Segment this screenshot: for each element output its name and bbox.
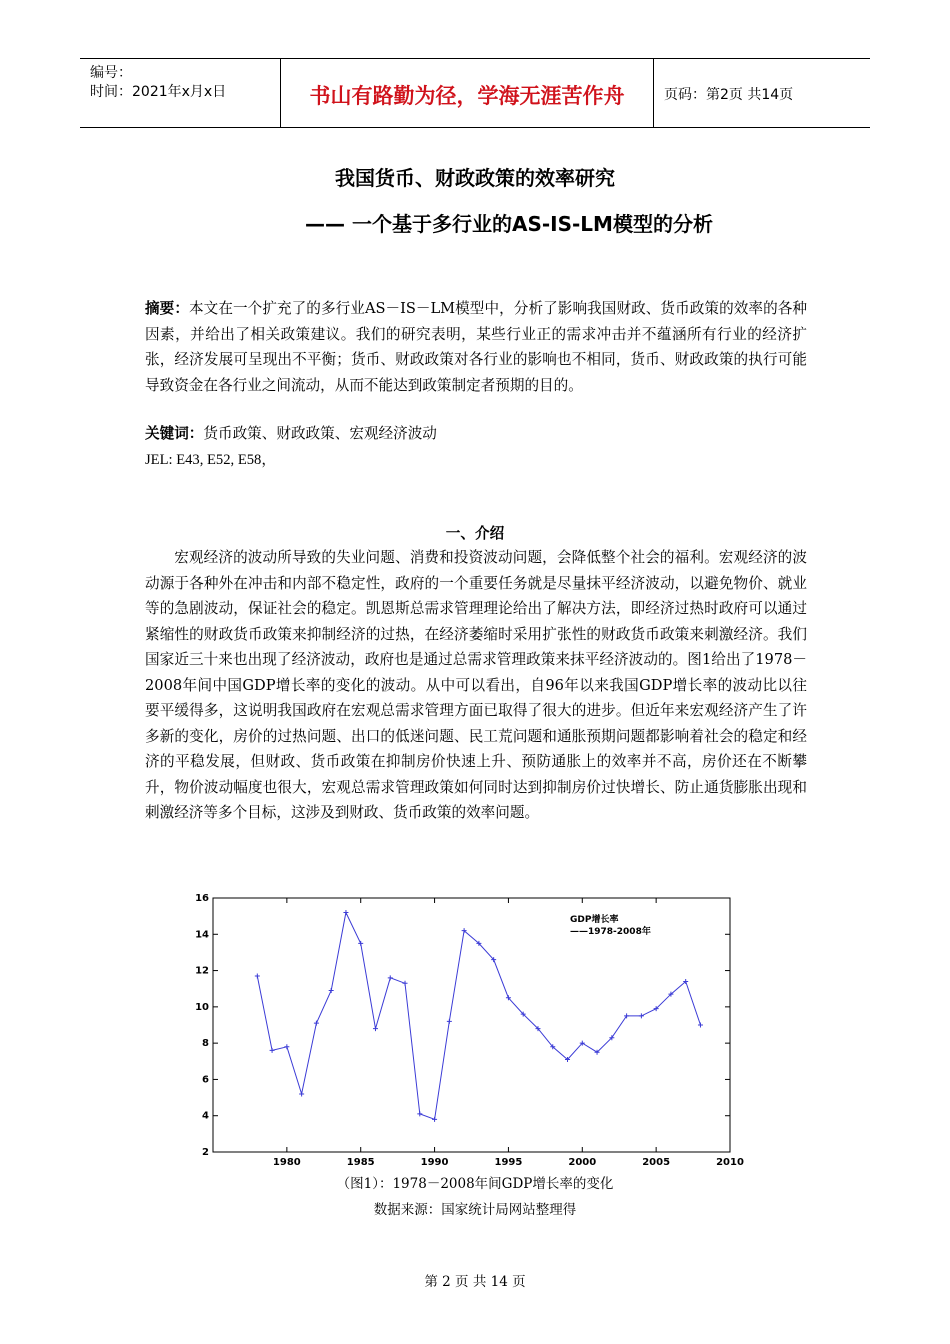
- data-point: [639, 1013, 644, 1018]
- page-subtitle: —— 一个基于多行业的AS-IS-LM模型的分析: [305, 212, 713, 236]
- data-point: [343, 910, 348, 915]
- data-point: [255, 974, 260, 979]
- header-left-cell: [80, 59, 280, 127]
- time-label: 时间：2021年x月x日: [90, 84, 227, 100]
- x-tick-label: 1980: [272, 1157, 301, 1168]
- y-tick-label: 4: [202, 1110, 209, 1122]
- motto: 书山有路勤为径，学海无涯苦作舟: [309, 84, 625, 108]
- page-label: 页码：第2页 共14页: [664, 87, 794, 103]
- abstract-label: 摘要：: [145, 300, 189, 317]
- header-center-cell: [280, 59, 654, 127]
- keywords-label: 关键词：: [145, 425, 204, 442]
- number-label: 编号：: [90, 65, 132, 81]
- y-tick-label: 10: [195, 1001, 209, 1013]
- data-point: [358, 941, 363, 946]
- x-tick-label: 1985: [346, 1157, 375, 1168]
- data-point: [403, 981, 408, 986]
- figure-caption: （图1）：1978－2008年间GDP增长率的变化: [336, 1176, 614, 1192]
- data-point: [373, 1026, 378, 1031]
- data-point: [432, 1117, 437, 1122]
- legend-text: GDP增长率: [570, 915, 619, 925]
- y-tick-label: 14: [195, 929, 209, 941]
- figure-source: 数据来源：国家统计局网站整理得: [373, 1202, 577, 1218]
- x-tick-label: 2005: [642, 1157, 671, 1168]
- abstract-text: 本文在一个扩充了的多行业AS－IS－LM模型中，分析了影响我国财政、货币政策的效率的各种因素，并给出了相关政策建议。我们的研究表明，某些行业正的需求冲击并不蕴涵所有行业的经济扩张，经济发展可呈现出不平衡；货币、财政政策对各行业的影响也不相同，货币、财政政策的执行可能导致资金在各行业之间流动，从而不能达到政策制定者预期的目的。: [145, 300, 807, 394]
- page-title: 我国货币、财政政策的效率研究: [335, 166, 615, 190]
- abstract: [145, 296, 807, 398]
- keywords-text: 货币政策、财政政策、宏观经济波动: [203, 425, 437, 442]
- legend-text: ——1978-2008年: [570, 927, 651, 937]
- data-point: [299, 1091, 304, 1096]
- y-tick-label: 16: [195, 893, 209, 904]
- section-body: 宏观经济的波动所导致的失业问题、消费和投资波动问题，会降低整个社会的福利。宏观经济的波动源于各种外在冲击和内部不稳定性，政府的一个重要任务就是尽量抹平经济波动，以避免物价、就业等的急剧波动，保证社会的稳定。凯恩斯总需求管理理论给出了解决方法，即经济过热时政府可以通过紧缩性的财政货币政策来抑制经济的过热，在经济萎缩时采用扩张性的财政货币政策来刺激经济。我们国家近三十来也出现了经济波动，政府也是通过总需求管理政策来抹平经济波动的。图1给出了1978－2008年间中国GDP增长率的变化的波动。从中可以看出，自96年以来我国GDP增长率的波动比以往要平缓得多，这说明我国政府在宏观总需求管理方面已取得了很大的进步。但近年来宏观经济产生了许多新的变化，房价的过热问题、出口的低迷问题、民工荒问题和通胀预期问题都影响着社会的稳定和经济的平稳发展，但财政、货币政策在抑制房价快速上升、预防通胀上的效率并不高，房价还在不断攀升，物价波动幅度也很大，宏观总需求管理政策如何同时达到抑制房价过快增长、防止通货膨胀出现和刺激经济等多个目标，这涉及到财政、货币政策的效率问题。: [145, 549, 807, 821]
- data-point: [314, 1021, 319, 1026]
- header-right-cell: [652, 59, 870, 127]
- section-heading: 一、介绍: [445, 525, 505, 542]
- keywords: [145, 422, 437, 443]
- data-point: [329, 988, 334, 993]
- data-point: [388, 975, 393, 980]
- page-footer: 第 2 页 共 14 页: [424, 1274, 526, 1290]
- y-tick-label: 8: [202, 1038, 209, 1050]
- data-point: [270, 1048, 275, 1053]
- document-header: [80, 58, 870, 128]
- plot-frame: [213, 898, 730, 1152]
- y-tick-label: 12: [195, 965, 209, 977]
- data-point: [447, 1019, 452, 1024]
- x-tick-label: 2000: [568, 1157, 597, 1168]
- y-tick-label: 6: [202, 1074, 209, 1086]
- data-point: [698, 1023, 703, 1028]
- x-tick-label: 1990: [420, 1157, 449, 1168]
- jel-codes: JEL: E43, E52, E58，: [145, 452, 276, 468]
- y-tick-label: 2: [202, 1147, 209, 1158]
- x-tick-label: 1995: [494, 1157, 523, 1168]
- x-tick-label: 2010: [716, 1157, 744, 1168]
- data-point: [284, 1044, 289, 1049]
- data-point: [417, 1111, 422, 1116]
- gdp-growth-chart: [185, 888, 755, 1168]
